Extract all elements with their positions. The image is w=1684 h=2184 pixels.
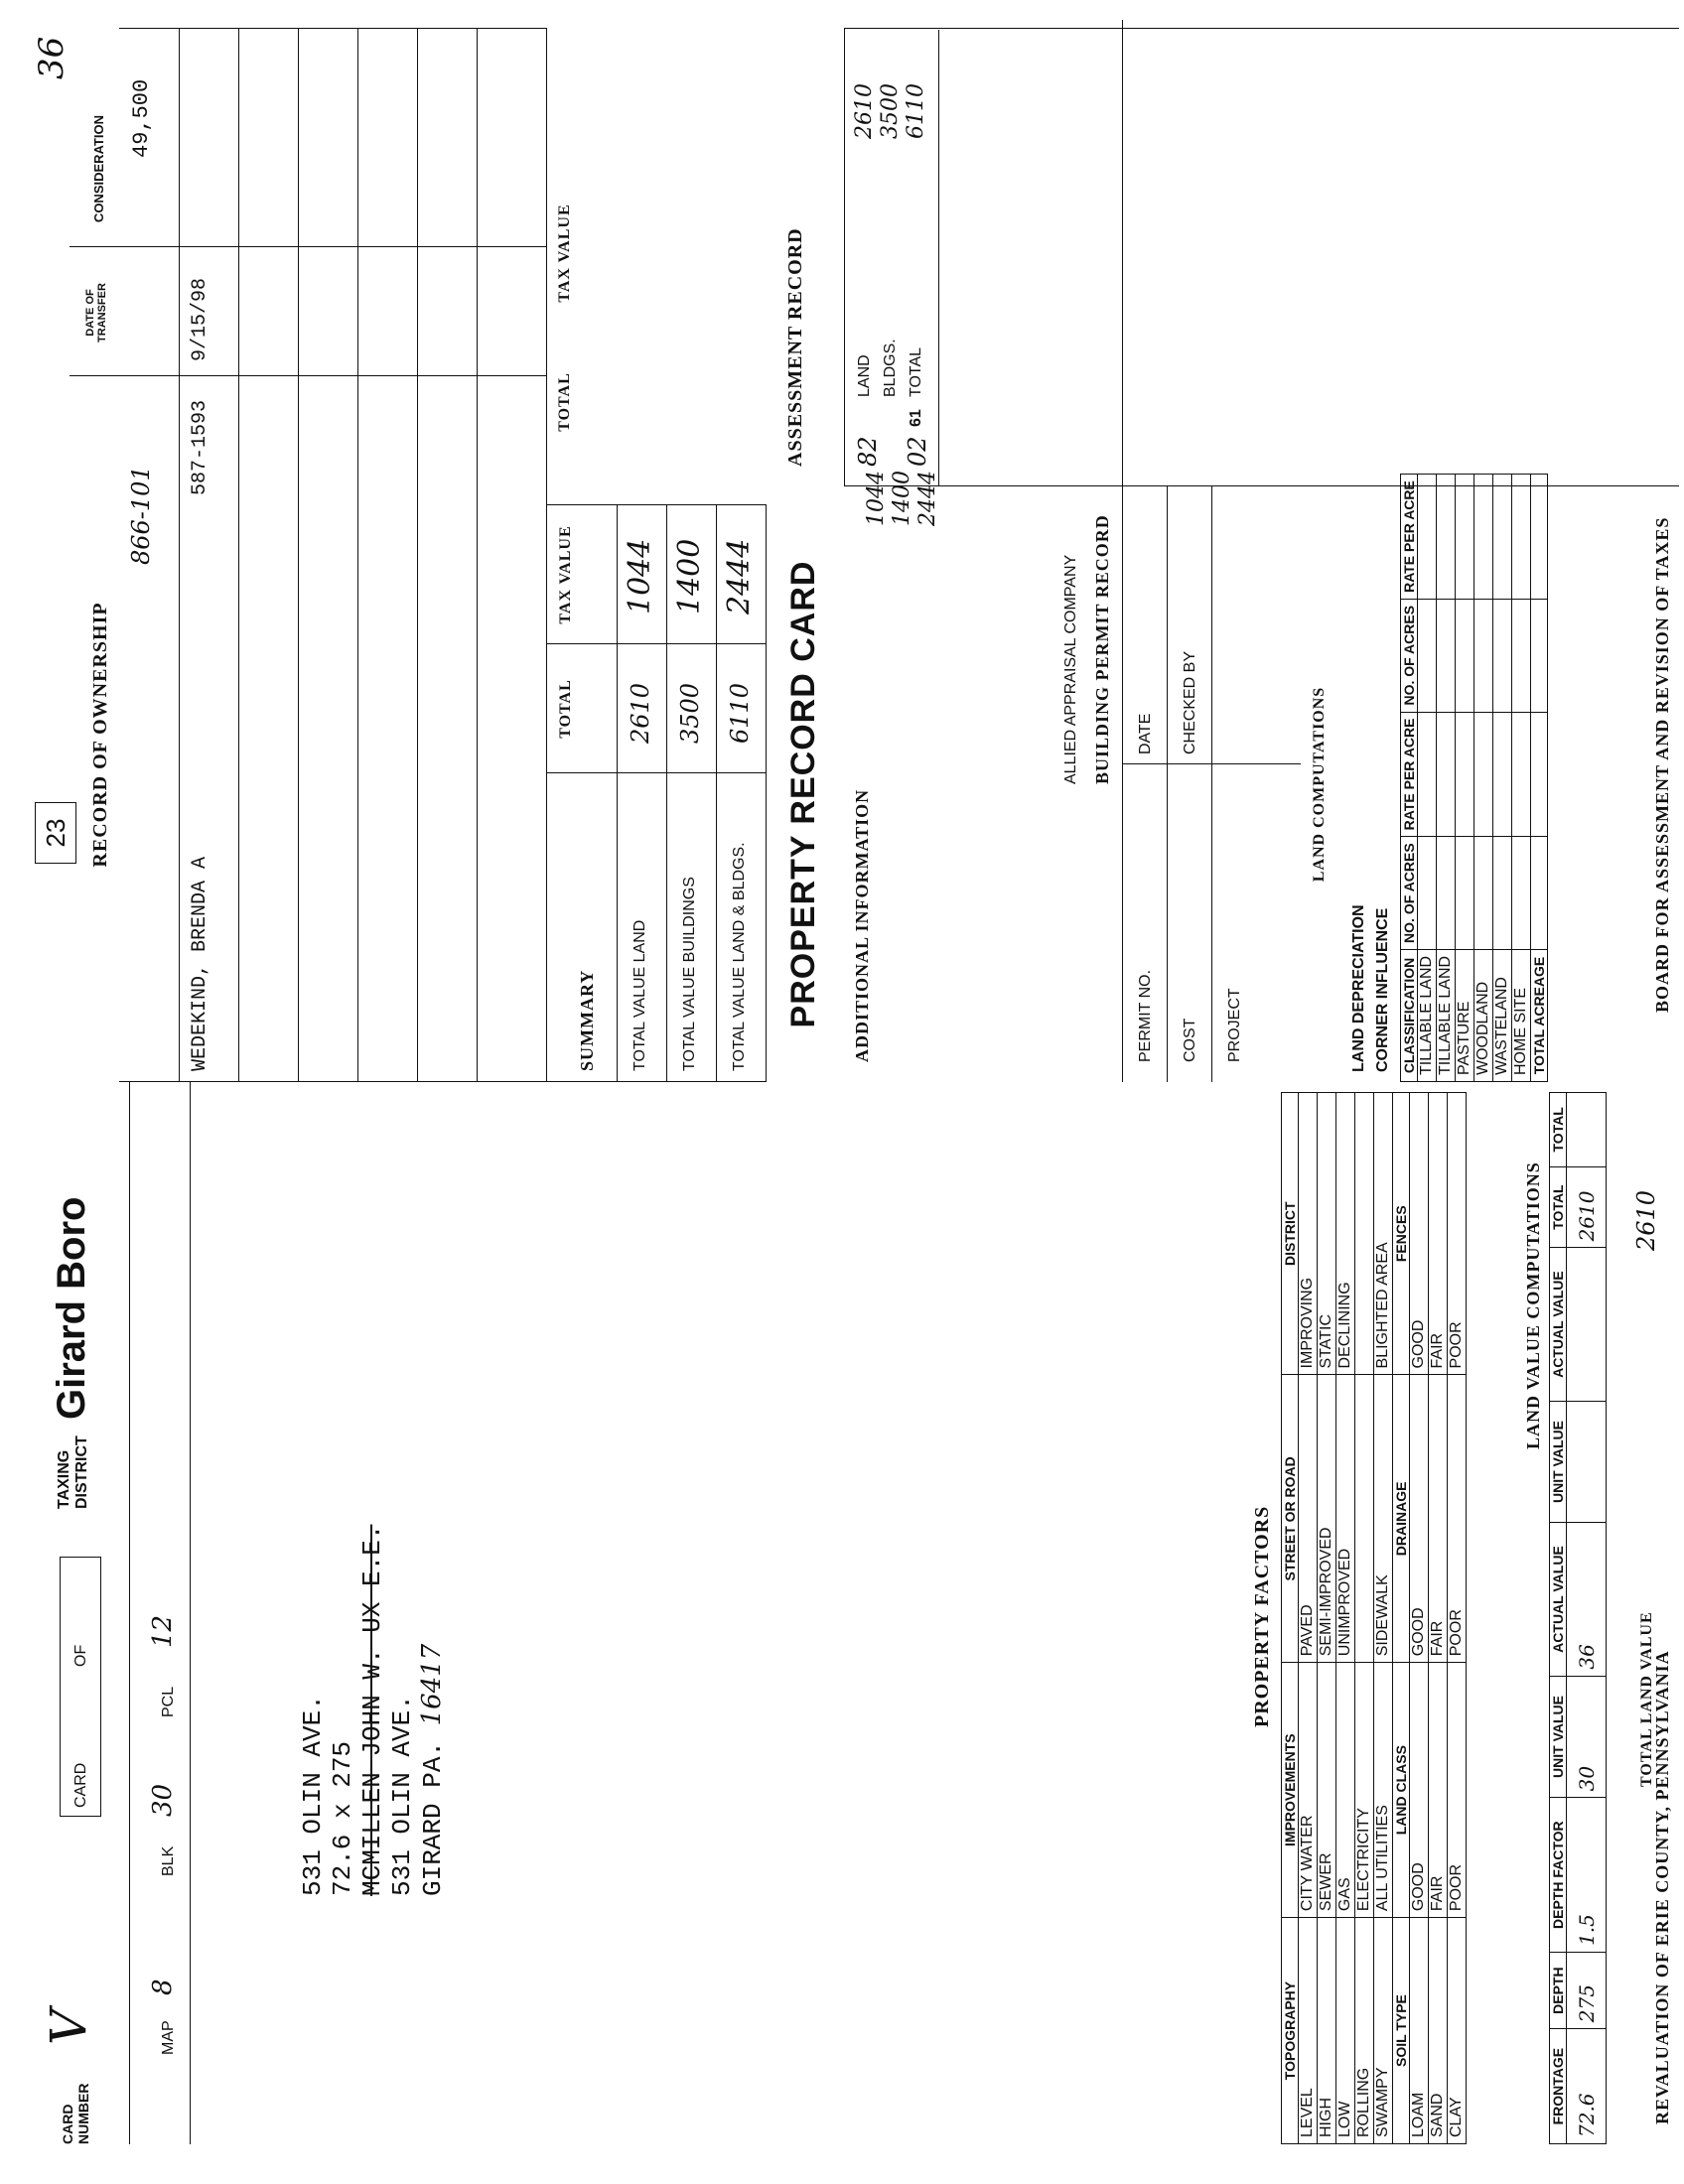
permit-label: PERMIT NO. [1137, 969, 1154, 1062]
acreage-section [1350, 480, 1668, 1082]
year-mark: 02 [904, 436, 931, 467]
map-value: 8 [148, 1979, 178, 1995]
owner-deed: 587-1593 [189, 399, 211, 495]
additional-info-title: ADDITIONAL INFORMATION [852, 788, 872, 1062]
factor-item: SWAMPY [1374, 1918, 1393, 2144]
factor-item: POOR [1448, 1093, 1467, 1375]
date-transfer-label: DATE OF TRANSFER [84, 283, 108, 342]
appraisal-company: ALLIED APPRAISAL COMPANY [1062, 554, 1079, 784]
factor-item: SAND [1429, 1918, 1448, 2144]
factor-item: STATIC [1318, 1093, 1336, 1375]
acreage-row: WOODLAND [1474, 949, 1493, 1081]
footer-right: BOARD FOR ASSESSMENT AND REVISION OF TAXES [1652, 516, 1672, 1013]
ownership-title: RECORD OF OWNERSHIP [89, 602, 111, 868]
summary-tax-value: 1044 [623, 538, 657, 614]
blk-value: 30 [148, 1783, 178, 1817]
summary-tax-value: 1400 [672, 538, 707, 614]
card-number-label: CARD NUMBER [60, 2083, 91, 2144]
summary-row-label: TOTAL VALUE BUILDINGS [681, 877, 698, 1071]
summary-total-label: TOTAL [557, 679, 574, 739]
factor-item [1355, 1093, 1374, 1375]
land-value-cell [1567, 1248, 1607, 1401]
factor-item [1355, 1375, 1374, 1663]
summary-total-value: 6110 [726, 682, 754, 744]
land-value-header: FRONTAGE [1550, 2029, 1567, 2144]
acreage-header: RATE PER ACRE [1401, 475, 1418, 600]
total-land-value-amount: 2610 [1632, 1189, 1660, 1251]
factor-item: HIGH [1318, 1918, 1336, 2144]
summary-tax-label: TAX VALUE [557, 525, 574, 624]
land-value-cell [1567, 1401, 1607, 1523]
assessment-title: ASSESSMENT RECORD [784, 227, 806, 467]
summary-tax-value: 2444 [722, 538, 757, 614]
address-line [417, 1525, 448, 1896]
pcl-value: 12 [148, 1614, 178, 1648]
address-zip: 16417 [417, 1643, 447, 1726]
factors-table [1281, 1092, 1467, 2144]
top-tax-label: TAX VALUE [556, 204, 573, 303]
address-block [298, 1525, 448, 1896]
factor-header: TOPOGRAPHY [1282, 1918, 1299, 2144]
land-value-cell: 72.6 [1567, 2029, 1607, 2144]
assessment-value: 2610 [852, 83, 877, 139]
acreage-header: RATE PER ACRE [1401, 712, 1418, 837]
assessment-year-prefix: 61 [908, 409, 924, 427]
factor-item: ELECTRICITY [1355, 1663, 1374, 1918]
factor-item: ROLLING [1355, 1918, 1374, 2144]
land-value-cell: 36 [1567, 1523, 1607, 1676]
land-value-table [1549, 1092, 1607, 2144]
land-value-header: ACTUAL VALUE [1550, 1248, 1567, 1401]
land-computations-title: LAND COMPUTATIONS [1311, 686, 1328, 883]
owner-book: 866-101 [127, 466, 155, 565]
ownership-grid [119, 28, 547, 1082]
assessment-label: BLDGS. [882, 339, 899, 397]
summary-title: SUMMARY [577, 969, 597, 1071]
pcl-label: PCL [160, 1686, 177, 1717]
land-comp-title [1311, 486, 1329, 1082]
address-line: 531 OLIN AVE. [298, 1695, 328, 1896]
factor-item: POOR [1448, 1375, 1467, 1663]
factor-item: FAIR [1429, 1093, 1448, 1375]
factor-header: DISTRICT [1282, 1093, 1299, 1375]
owner-date: 9/15/98 [189, 277, 211, 361]
year-mark: 82 [854, 436, 882, 467]
map-label: MAP [160, 2020, 177, 2055]
footer-left: REVALUATION OF ERIE COUNTY, PENNSYLVANIA [1652, 1650, 1672, 2124]
taxing-district-name: Girard Boro [50, 1196, 93, 1420]
factor-item: GOOD [1410, 1093, 1429, 1375]
card-title: PROPERTY RECORD CARD [784, 560, 822, 1028]
summary-total-value: 2610 [627, 682, 654, 744]
factor-item: LOW [1336, 1918, 1355, 2144]
factor-item: DECLINING [1336, 1093, 1355, 1375]
acreage-row: TILLABLE LAND [1418, 949, 1437, 1081]
factor-item: FAIR [1429, 1375, 1448, 1663]
factor-item: SEMI-IMPROVED [1318, 1375, 1336, 1663]
factor-header: IMPROVEMENTS [1282, 1663, 1299, 1918]
land-value-cell [1567, 1093, 1607, 1167]
factor-header: FENCES [1393, 1093, 1410, 1375]
factor-header: STREET OR ROAD [1282, 1375, 1299, 1663]
summary-section [546, 20, 774, 1082]
parcel-row [129, 1082, 191, 2144]
assessment-label: TOTAL [908, 346, 924, 397]
assessment-grid [844, 28, 1679, 486]
box-number: 23 [35, 802, 76, 864]
address-line: 531 OLIN AVE. [387, 1695, 417, 1896]
card-of-box [60, 1557, 101, 1817]
permit-label: COST [1182, 1018, 1198, 1062]
summary-row-label: TOTAL VALUE LAND & BLDGS. [731, 842, 748, 1071]
factor-item: IMPROVING [1299, 1093, 1318, 1375]
factor-item: SIDEWALK [1374, 1375, 1393, 1663]
factor-header: SOIL TYPE [1393, 1918, 1410, 2144]
acreage-row: PASTURE [1456, 949, 1474, 1081]
factor-item: BLIGHTED AREA [1374, 1093, 1393, 1375]
property-factors-title: PROPERTY FACTORS [1251, 1505, 1273, 1727]
address-city: GIRARD PA. [418, 1740, 448, 1896]
factor-item: CLAY [1448, 1918, 1467, 2144]
assessment-value: 3500 [878, 83, 903, 139]
address-line: MCMILLEN JOHN W. UX E.E. [357, 1524, 387, 1896]
acreage-header: NO. OF ACRES [1401, 599, 1418, 712]
land-value-header: TOTAL [1550, 1093, 1567, 1167]
owner-name: WEDEKIND, BRENDA A [189, 856, 211, 1071]
acreage-table [1400, 474, 1548, 1082]
assessment-record [784, 20, 1678, 486]
card-number-mark: V [40, 2008, 97, 2045]
summary-row-label: TOTAL VALUE LAND [632, 919, 648, 1071]
corner-number: 36 [32, 36, 71, 79]
top-total-label: TOTAL [556, 372, 573, 432]
factor-item: GAS [1336, 1663, 1355, 1918]
property-factors [1251, 1082, 1539, 2144]
acreage-row: WASTELAND [1493, 949, 1512, 1081]
land-value-header: DEPTH [1550, 1952, 1567, 2028]
factor-item: POOR [1448, 1663, 1467, 1918]
summary-table [546, 504, 767, 1082]
factor-item: LEVEL [1299, 1918, 1318, 2144]
factor-item: SEWER [1318, 1663, 1336, 1918]
acreage-total-label: TOTAL ACREAGE [1531, 949, 1548, 1081]
acreage-header: CLASSIFICATION [1401, 949, 1418, 1081]
land-value-header: TOTAL [1550, 1166, 1567, 1248]
acreage-header: NO. OF ACRES [1401, 837, 1418, 950]
permit-label: PROJECT [1226, 988, 1243, 1062]
additional-hand-values: 1044 1400 2444 [864, 471, 940, 526]
ownership-section [40, 20, 546, 1082]
summary-total-value: 3500 [676, 682, 704, 744]
land-value-header: ACTUAL VALUE [1550, 1523, 1567, 1676]
acreage-row: TILLABLE LAND [1437, 949, 1456, 1081]
land-value-title: LAND VALUE COMPUTATIONS [1523, 1161, 1543, 1449]
factor-header: LAND CLASS [1393, 1663, 1410, 1918]
assessment-value: 6110 [904, 83, 928, 139]
permit-right-label: CHECKED BY [1182, 650, 1198, 754]
factor-item: GOOD [1410, 1375, 1429, 1663]
land-value-header: UNIT VALUE [1550, 1676, 1567, 1798]
factor-item: LOAM [1410, 1918, 1429, 2144]
land-value-header: DEPTH FACTOR [1550, 1798, 1567, 1953]
factor-item: ALL UTILITIES [1374, 1663, 1393, 1918]
address-line: 72.6 x 275 [328, 1740, 357, 1896]
permit-title: BUILDING PERMIT RECORD [1092, 514, 1112, 784]
corner-influence-label: CORNER INFLUENCE [1374, 907, 1391, 1072]
of-label: OF [72, 1644, 89, 1667]
permit-right-label: DATE [1137, 713, 1154, 754]
land-value-header: UNIT VALUE [1550, 1401, 1567, 1523]
factor-item: GOOD [1410, 1663, 1429, 1918]
factor-item: CITY WATER [1299, 1663, 1318, 1918]
acreage-row: HOME SITE [1512, 949, 1531, 1081]
land-value-cell: 275 [1567, 1952, 1607, 2028]
factor-item: FAIR [1429, 1663, 1448, 1918]
factor-item: PAVED [1299, 1375, 1318, 1663]
blk-label: BLK [160, 1845, 177, 1876]
assessment-label: LAND [856, 354, 873, 397]
land-value-cell: 2610 [1567, 1166, 1607, 1248]
card-label: CARD [72, 1762, 89, 1808]
owner-consideration: 49,500 [129, 78, 154, 158]
consideration-label: CONSIDERATION [91, 114, 106, 223]
factor-item: UNIMPROVED [1336, 1375, 1355, 1663]
taxing-district-label: TAXING DISTRICT [56, 1435, 90, 1509]
factor-header: DRAINAGE [1393, 1375, 1410, 1663]
land-value-cell: 1.5 [1567, 1798, 1607, 1953]
land-value-cell: 30 [1567, 1676, 1607, 1798]
land-depreciation-label: LAND DEPRECIATION [1350, 904, 1367, 1072]
total-land-value-label: TOTAL LAND VALUE [1638, 1611, 1655, 1787]
